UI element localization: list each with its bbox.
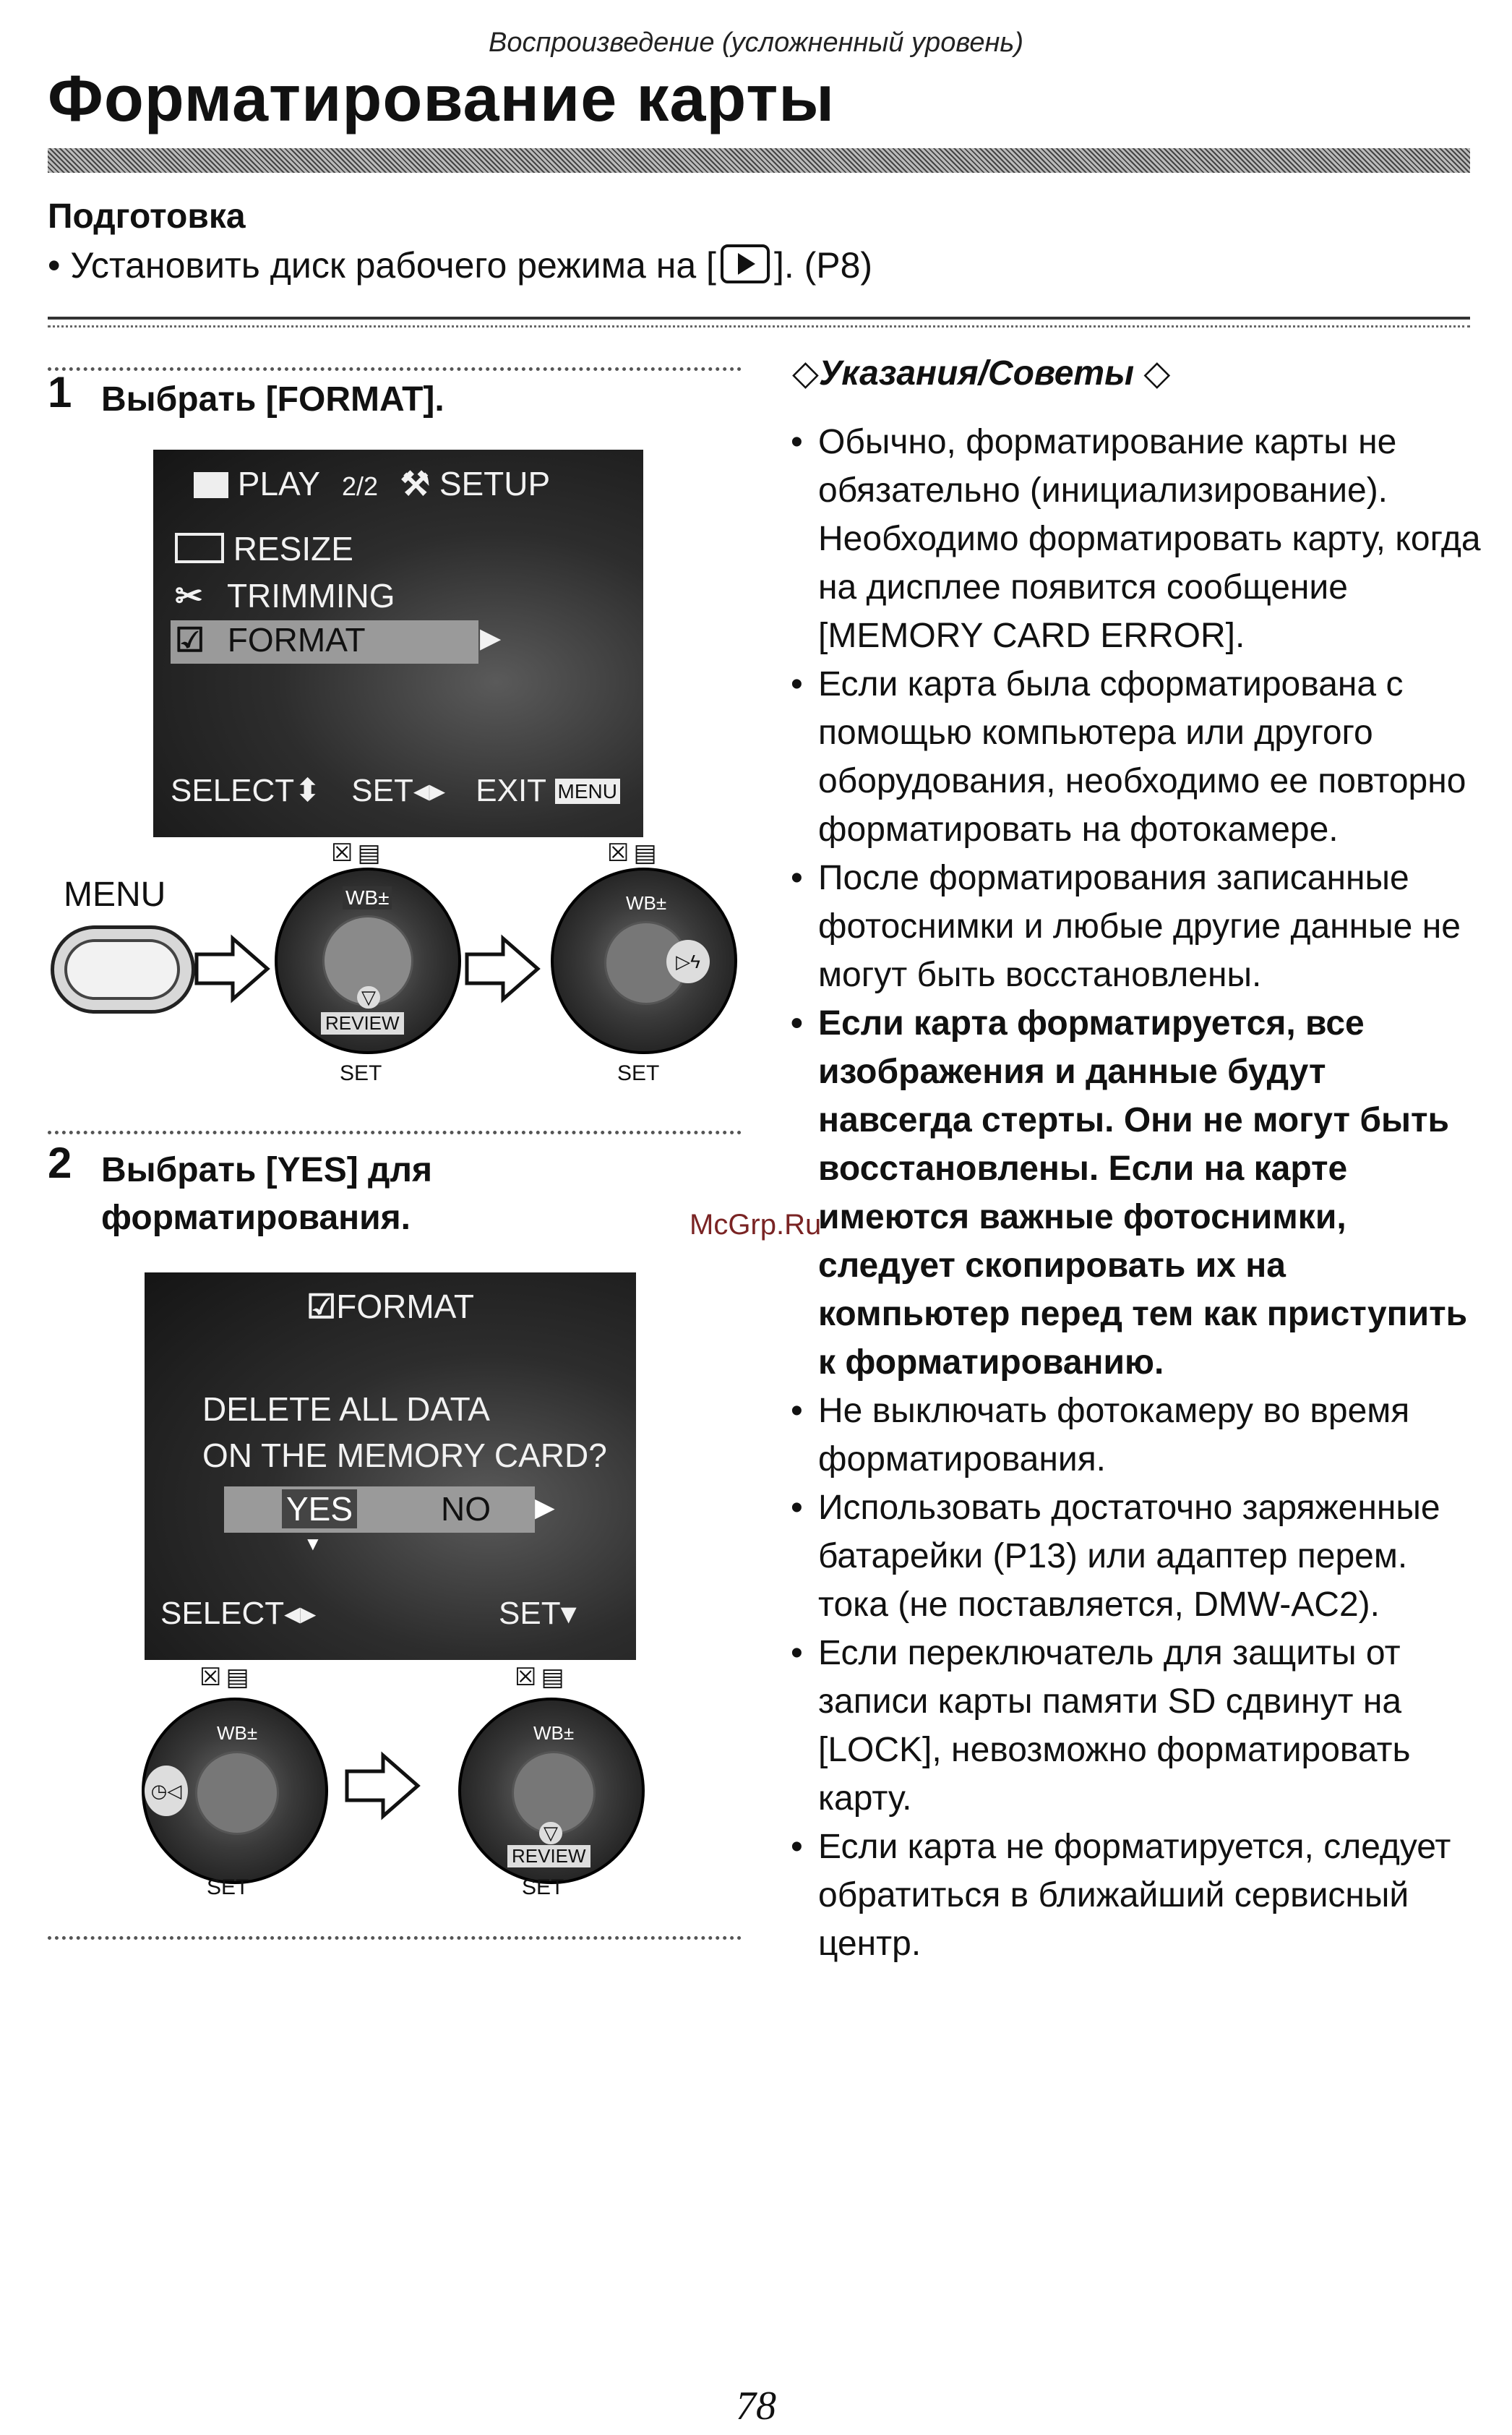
tab-setup: SETUP bbox=[439, 465, 551, 502]
screen-footer-set bbox=[499, 1595, 577, 1632]
tips-heading: ◇Указания/Советы ◇ bbox=[792, 354, 1171, 393]
format-icon: ☑ bbox=[306, 1288, 337, 1325]
dial-wb-label: WB± bbox=[217, 1722, 258, 1744]
menu-item-format bbox=[171, 620, 478, 664]
watermark: McGrp.Ru bbox=[690, 1209, 822, 1241]
preparation-heading: Подготовка bbox=[48, 197, 246, 236]
play-tab-icon bbox=[194, 472, 228, 498]
dial-review-label: REVIEW bbox=[321, 1012, 404, 1035]
step-number: 1 bbox=[48, 368, 72, 416]
option-no: NO bbox=[441, 1490, 491, 1528]
down-arrow-icon: ▾ bbox=[560, 1596, 577, 1631]
dial-wb-label: WB± bbox=[626, 892, 667, 914]
page-indicator: 2/2 bbox=[341, 471, 378, 501]
dial-icon bbox=[142, 1698, 328, 1884]
preparation-bullet bbox=[48, 244, 872, 286]
section-header: Воспроизведение (усложненный уровень) bbox=[488, 27, 1024, 58]
set-label: SET bbox=[340, 1061, 382, 1085]
arrow-right-icon bbox=[192, 933, 272, 1005]
step-instruction-line2: форматирования. bbox=[101, 1199, 411, 1237]
camera-screen-setup-menu bbox=[153, 450, 643, 837]
confirm-question-line1: DELETE ALL DATA bbox=[202, 1390, 490, 1428]
exposure-burst-icons: ☒▤ bbox=[515, 1664, 569, 1691]
footer-set: SET bbox=[351, 773, 413, 808]
menu-item-trimming bbox=[175, 576, 395, 615]
set-label: SET bbox=[207, 1875, 249, 1899]
dial-right-arrow-highlighted: ▷ϟ bbox=[666, 940, 710, 983]
dial-icon bbox=[551, 868, 737, 1054]
exposure-burst-icons: ☒▤ bbox=[607, 839, 661, 867]
arrow-down-indicator: ▼ bbox=[304, 1533, 322, 1554]
title-underline-bar bbox=[48, 148, 1470, 173]
setup-tab-icon: ⚒ bbox=[400, 465, 431, 502]
tip-item: • Обычно, форматирование карты не обязательно (инициализирование). Необходимо форматировать карту, когда на дисплее появится сообщение [MEMORY CARD ERROR]. bbox=[791, 418, 1485, 660]
left-right-icon: ◂▸ bbox=[284, 1596, 317, 1631]
preparation-text-prefix: • Установить диск рабочего режима на [ bbox=[48, 245, 716, 286]
exposure-burst-icons: ☒▤ bbox=[331, 839, 385, 867]
camera-screen-format-confirm bbox=[145, 1272, 636, 1660]
arrow-right-indicator: ▶ bbox=[535, 1492, 555, 1522]
scissors-icon: ✂ bbox=[175, 577, 203, 615]
step-number: 2 bbox=[48, 1139, 72, 1187]
dial-down-arrow-highlighted: ▽ bbox=[357, 986, 380, 1009]
dial-center bbox=[195, 1751, 279, 1835]
menu-item-label: RESIZE bbox=[233, 530, 353, 568]
menu-badge: MENU bbox=[555, 779, 620, 804]
footer-select: SELECT bbox=[160, 1596, 285, 1631]
menu-button-icon bbox=[51, 925, 195, 1014]
dial-left-arrow-highlighted: ◷◁ bbox=[145, 1766, 188, 1816]
menu-item-label: FORMAT bbox=[227, 621, 366, 659]
footer-set: SET bbox=[499, 1596, 561, 1631]
tips-list bbox=[791, 418, 1485, 1968]
dial-icon bbox=[275, 868, 461, 1054]
footer-select: SELECT bbox=[171, 773, 295, 808]
resize-icon bbox=[175, 533, 224, 563]
confirm-question-line2: ON THE MEMORY CARD? bbox=[202, 1437, 607, 1474]
tip-item: • Не выключать фотокамеру во время форматирования. bbox=[791, 1387, 1485, 1484]
play-mode-icon bbox=[721, 244, 770, 283]
divider bbox=[48, 325, 1470, 328]
step-divider bbox=[48, 367, 742, 371]
dial-review-label: REVIEW bbox=[507, 1845, 590, 1867]
tip-item: • Если переключатель для защиты от записи карты памяти SD сдвинут на [LOCK], невозможно форматировать карту. bbox=[791, 1629, 1485, 1823]
tab-play: PLAY bbox=[237, 465, 320, 502]
format-title bbox=[306, 1287, 474, 1326]
section-end-divider bbox=[48, 1936, 742, 1940]
dial-wb-label: WB± bbox=[533, 1722, 575, 1744]
footer-exit: EXIT bbox=[476, 773, 546, 808]
menu-label: MENU bbox=[64, 876, 166, 914]
page-number: 78 bbox=[736, 2384, 776, 2428]
step-divider bbox=[48, 1131, 742, 1134]
tip-item: • Если карта не форматируется, следует обратиться в ближайший сервисный центр. bbox=[791, 1823, 1485, 1968]
preparation-text-suffix: ]. (P8) bbox=[773, 245, 873, 286]
arrow-right-indicator: ▶ bbox=[480, 623, 502, 654]
menu-item-label: TRIMMING bbox=[226, 577, 395, 615]
left-right-icon: ◂▸ bbox=[413, 773, 446, 808]
step-instruction-line1: Выбрать [YES] для bbox=[101, 1151, 432, 1189]
screen-footer bbox=[171, 772, 620, 809]
divider bbox=[48, 317, 1470, 320]
tip-item-warning: • Если карта форматируется, все изображения и данные будут навсегда стерты. Они не могут быть восстановлены. Если на карте имеются важные фотоснимки, следует скопировать их на компьютер перед тем как приступить к форматированию. bbox=[791, 999, 1485, 1387]
arrow-right-icon bbox=[343, 1750, 422, 1822]
menu-tab-row bbox=[194, 464, 550, 503]
menu-button-inner bbox=[64, 939, 180, 1000]
format-title-label: FORMAT bbox=[336, 1288, 475, 1325]
page-title: Форматирование карты bbox=[48, 63, 836, 135]
up-down-icon: ⬍ bbox=[294, 773, 322, 808]
dial-wb-label: WB± bbox=[343, 886, 392, 910]
set-label: SET bbox=[617, 1061, 660, 1085]
tip-item: • После форматирования записанные фотоснимки и любые другие данные не могут быть восстановлены. bbox=[791, 854, 1485, 999]
dial-icon bbox=[458, 1698, 645, 1884]
set-label: SET bbox=[522, 1875, 564, 1899]
step-instruction: Выбрать [FORMAT]. bbox=[101, 380, 444, 419]
dial-down-arrow-highlighted: ▽ bbox=[539, 1822, 562, 1844]
arrow-right-icon bbox=[463, 933, 542, 1005]
exposure-burst-icons: ☒▤ bbox=[199, 1664, 254, 1691]
format-icon: ☑ bbox=[175, 621, 205, 659]
menu-item-resize bbox=[175, 529, 353, 568]
option-yes-selected: YES bbox=[282, 1489, 357, 1528]
tip-item: • Если карта была сформатирована с помощью компьютера или другого оборудования, необходимо ее повторно форматировать на фотокамере. bbox=[791, 660, 1485, 854]
screen-footer bbox=[160, 1595, 316, 1632]
tip-item: • Использовать достаточно заряженные батарейки (P13) или адаптер перем. тока (не поставляется, DMW-AC2). bbox=[791, 1484, 1485, 1629]
